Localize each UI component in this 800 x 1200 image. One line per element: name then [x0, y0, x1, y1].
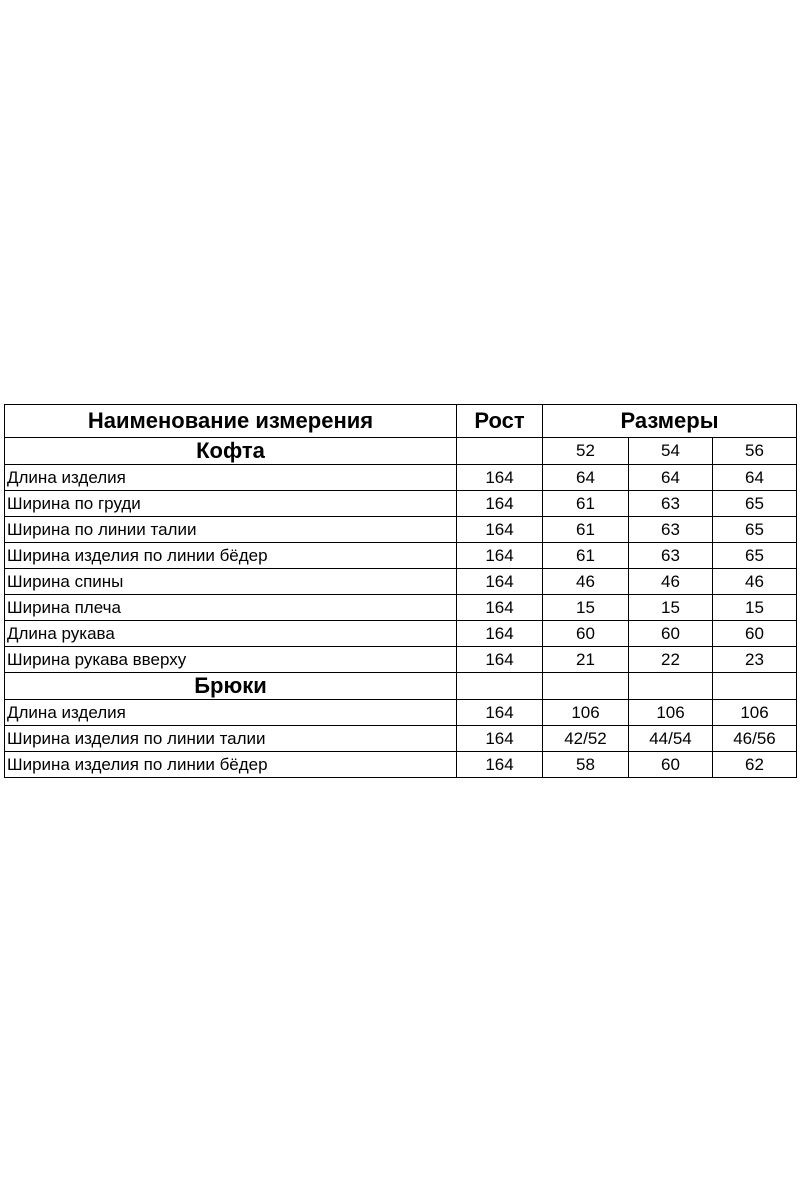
section-height-cell: [457, 438, 543, 465]
section-row-0: [5, 438, 797, 465]
section-title: Кофта: [5, 438, 457, 465]
size-value: 64: [713, 465, 797, 491]
size-value: 106: [629, 700, 713, 726]
size-value: 106: [543, 700, 629, 726]
measurement-name: Длина изделия: [5, 465, 457, 491]
height-value: 164: [457, 569, 543, 595]
measurement-name: Ширина плеча: [5, 595, 457, 621]
size-value: 61: [543, 517, 629, 543]
size-value: 64: [543, 465, 629, 491]
size-value: 58: [543, 752, 629, 778]
size-label: [629, 673, 713, 700]
measurement-name: Ширина по линии талии: [5, 517, 457, 543]
measurement-name: Длина рукава: [5, 621, 457, 647]
section-height-cell: [457, 673, 543, 700]
size-value: 15: [543, 595, 629, 621]
measurement-name: Ширина изделия по линии бёдер: [5, 752, 457, 778]
size-value: 65: [713, 491, 797, 517]
size-value: 62: [713, 752, 797, 778]
header-height: Рост: [457, 405, 543, 438]
table-row: [5, 465, 797, 491]
size-value: 46/56: [713, 726, 797, 752]
header-row: [5, 405, 797, 438]
height-value: 164: [457, 621, 543, 647]
size-label: [713, 673, 797, 700]
section-title: Брюки: [5, 673, 457, 700]
size-value: 63: [629, 543, 713, 569]
size-value: 60: [543, 621, 629, 647]
measurement-name: Длина изделия: [5, 700, 457, 726]
height-value: 164: [457, 517, 543, 543]
table-row: [5, 595, 797, 621]
size-chart-body: [5, 405, 797, 778]
table-row: [5, 517, 797, 543]
table-row: [5, 752, 797, 778]
measurement-name: Ширина изделия по линии талии: [5, 726, 457, 752]
size-value: 46: [629, 569, 713, 595]
header-sizes: Размеры: [543, 405, 797, 438]
size-value: 46: [543, 569, 629, 595]
size-value: 60: [713, 621, 797, 647]
size-value: 60: [629, 621, 713, 647]
height-value: 164: [457, 700, 543, 726]
table-row: [5, 726, 797, 752]
size-value: 65: [713, 517, 797, 543]
size-value: 23: [713, 647, 797, 673]
size-value: 106: [713, 700, 797, 726]
size-value: 15: [629, 595, 713, 621]
size-value: 15: [713, 595, 797, 621]
section-row-1: [5, 673, 797, 700]
measurement-name: Ширина изделия по линии бёдер: [5, 543, 457, 569]
header-measurement-name: Наименование измерения: [5, 405, 457, 438]
measurement-name: Ширина рукава вверху: [5, 647, 457, 673]
height-value: 164: [457, 491, 543, 517]
size-label: 54: [629, 438, 713, 465]
size-value: 64: [629, 465, 713, 491]
size-value: 46: [713, 569, 797, 595]
height-value: 164: [457, 465, 543, 491]
size-value: 63: [629, 491, 713, 517]
size-value: 42/52: [543, 726, 629, 752]
size-label: [543, 673, 629, 700]
height-value: 164: [457, 595, 543, 621]
size-value: 61: [543, 491, 629, 517]
table-row: [5, 569, 797, 595]
size-value: 65: [713, 543, 797, 569]
height-value: 164: [457, 752, 543, 778]
size-value: 21: [543, 647, 629, 673]
size-value: 63: [629, 517, 713, 543]
size-value: 22: [629, 647, 713, 673]
table-row: [5, 543, 797, 569]
table-row: [5, 491, 797, 517]
measurement-name: Ширина спины: [5, 569, 457, 595]
size-value: 61: [543, 543, 629, 569]
height-value: 164: [457, 647, 543, 673]
size-label: 52: [543, 438, 629, 465]
table-row: [5, 647, 797, 673]
size-value: 60: [629, 752, 713, 778]
size-label: 56: [713, 438, 797, 465]
size-chart-table: [4, 404, 797, 778]
height-value: 164: [457, 543, 543, 569]
table-row: [5, 621, 797, 647]
height-value: 164: [457, 726, 543, 752]
table-row: [5, 700, 797, 726]
size-value: 44/54: [629, 726, 713, 752]
measurement-name: Ширина по груди: [5, 491, 457, 517]
